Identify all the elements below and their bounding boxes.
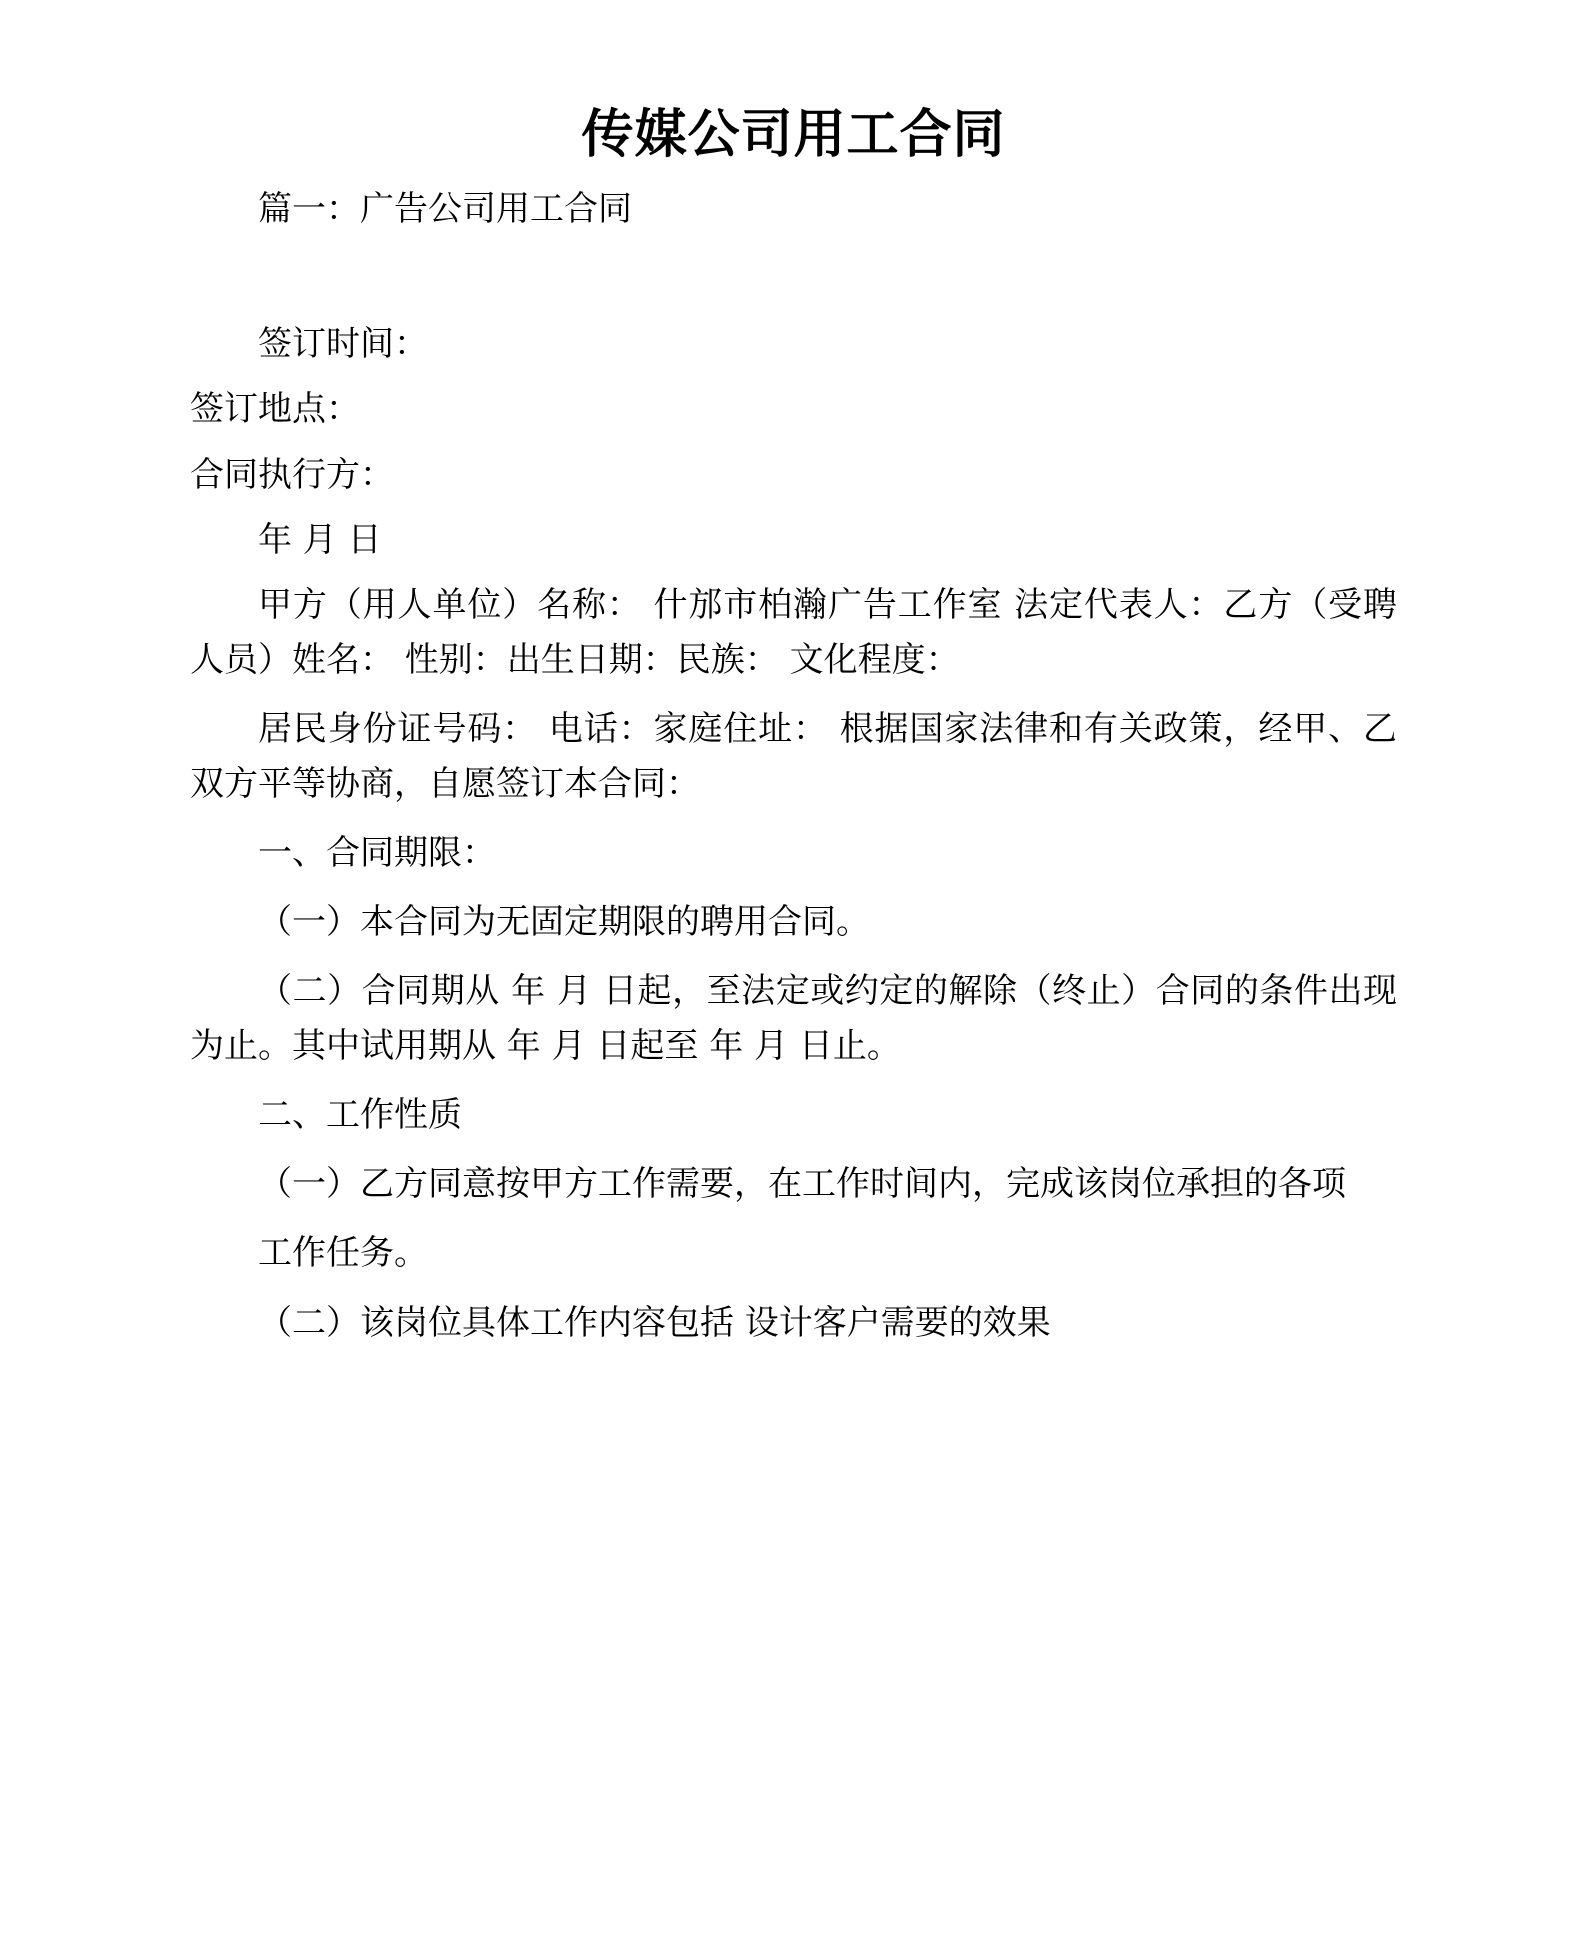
page-title: 传媒公司用工合同 (581, 105, 1006, 165)
document-subtitle: 篇一：广告公司用工合同 (258, 189, 632, 230)
paragraph-parties: 甲方（用人单位）名称： 什邡市柏瀚广告工作室 法定代表人：乙方（受聘人员）姓名： 性别：出生日期：民族： 文化程度： (190, 584, 1397, 680)
paragraph-date-blank: 年 月 日 (258, 519, 382, 560)
section-heading-work-nature: 二、工作性质 (258, 1095, 462, 1136)
paragraph-sign-time: 签订时间： (258, 324, 428, 365)
paragraph-id-contact: 居民身份证号码： 电话：家庭住址： 根据国家法律和有关政策，经甲、乙双方平等协商，自愿签订本合同： (190, 708, 1397, 804)
paragraph-work-1-cont: 工作任务。 (258, 1233, 428, 1274)
paragraph-sign-place: 签订地点： (190, 389, 360, 430)
section-heading-contract-term: 一、合同期限： (258, 833, 496, 874)
paragraph-term-1: （一）本合同为无固定期限的聘用合同。 (258, 902, 870, 943)
paragraph-executor: 合同执行方： (190, 454, 394, 495)
spacer (190, 239, 1397, 317)
paragraph-work-2: （二）该岗位具体工作内容包括 设计客户需要的效果 (258, 1302, 1051, 1343)
paragraph-term-2: （二）合同期从 年 月 日起，至法定或约定的解除（终止）合同的条件出现为止。其中试用期从 年 月 日起至 年 月 日止。 (190, 971, 1397, 1067)
paragraph-work-1: （一）乙方同意按甲方工作需要，在工作时间内，完成该岗位承担的各项 (258, 1164, 1346, 1205)
